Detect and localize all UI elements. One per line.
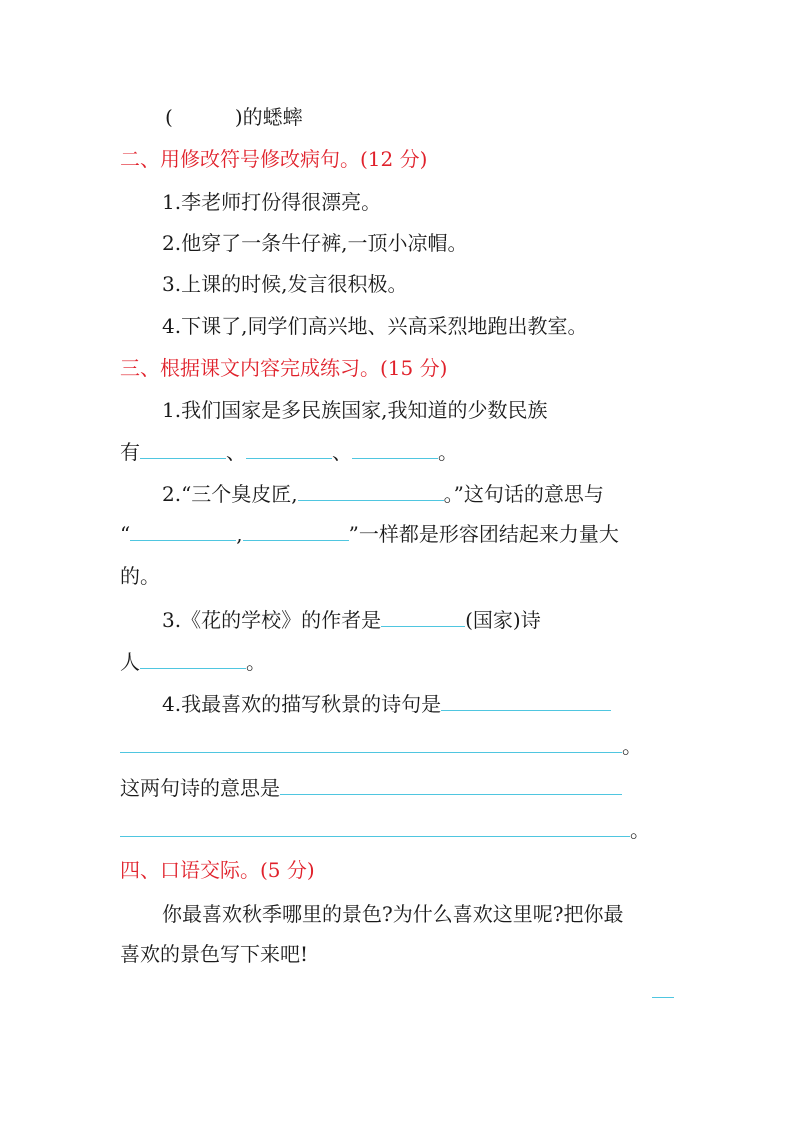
q2-comma: , — [236, 522, 243, 546]
q2-prefix: 2.“三个臭皮匠, — [162, 482, 298, 506]
q3-end: 。 — [246, 650, 266, 674]
s3-q3-line2 — [120, 648, 266, 676]
q4-end: 。 — [622, 734, 642, 758]
s3-q4b-line2 — [120, 816, 650, 844]
s2-item-2: 2.他穿了一条牛仔裤,一顶小凉帽。 — [162, 231, 468, 255]
poem-line-blank-1[interactable] — [441, 690, 611, 711]
q2-open-quote: “ — [120, 522, 131, 546]
cricket-line — [165, 103, 303, 131]
saying-blank-1[interactable] — [130, 520, 236, 541]
s3-q2-line2 — [120, 520, 619, 548]
section-3-heading: 三、根据课文内容完成练习。(15 分) — [120, 356, 448, 380]
s3-q1-line2 — [120, 438, 458, 466]
proverb-blank[interactable] — [298, 480, 444, 501]
q1-prefix: 有 — [120, 440, 140, 464]
meaning-blank-1[interactable] — [280, 774, 622, 795]
paren-open: ( — [165, 105, 173, 129]
q3-line2-prefix: 人 — [120, 650, 140, 674]
q4-prefix: 4.我最喜欢的描写秋景的诗句是 — [162, 692, 442, 716]
q2-suffix: 。”这句话的意思与 — [443, 482, 604, 506]
q3-prefix: 3.《花的学校》的作者是 — [162, 608, 382, 632]
s4-line-1: 你最喜欢秋季哪里的景色?为什么喜欢这里呢?把你最 — [162, 902, 624, 926]
s3-q2-line3: 的。 — [120, 564, 160, 588]
q1-sep-1: 、 — [226, 440, 246, 464]
s2-item-4: 4.下课了,同学们高兴地、兴高采烈地跑出教室。 — [162, 314, 588, 338]
country-blank[interactable] — [381, 606, 465, 627]
poet-blank[interactable] — [140, 648, 246, 669]
q3-suffix: (国家)诗 — [465, 608, 541, 632]
q1-end: 。 — [438, 440, 458, 464]
s4-line-2: 喜欢的景色写下来吧! — [120, 942, 309, 966]
writing-blank-start[interactable] — [652, 996, 674, 998]
s2-item-3: 3.上课的时候,发言很积极。 — [162, 272, 408, 296]
saying-blank-2[interactable] — [243, 520, 349, 541]
s2-item-1: 1.李老师打份得很漂亮。 — [162, 190, 382, 214]
q4b-end: 。 — [630, 818, 650, 842]
section-4-heading: 四、口语交际。(5 分) — [120, 858, 315, 882]
s3-q4-line2 — [120, 732, 642, 760]
q1-sep-2: 、 — [332, 440, 352, 464]
poem-line-blank-2[interactable] — [120, 732, 622, 753]
section-2-heading: 二、用修改符号修改病句。(12 分) — [120, 147, 428, 171]
s3-q2-line1 — [162, 480, 604, 508]
s3-q3-line1 — [162, 606, 541, 634]
q4b-prefix: 这两句诗的意思是 — [120, 776, 280, 800]
minority-blank-3[interactable] — [352, 438, 438, 459]
s3-q4b-line1 — [120, 774, 622, 802]
minority-blank-1[interactable] — [140, 438, 226, 459]
meaning-blank-2[interactable] — [120, 816, 630, 837]
s3-q1-line1: 1.我们国家是多民族国家,我知道的少数民族 — [162, 398, 548, 422]
s3-q4-line1 — [162, 690, 611, 718]
paren-close-text: )的蟋蟀 — [234, 105, 303, 129]
q2-suffix-2: ”一样都是形容团结起来力量大 — [348, 522, 619, 546]
minority-blank-2[interactable] — [246, 438, 332, 459]
